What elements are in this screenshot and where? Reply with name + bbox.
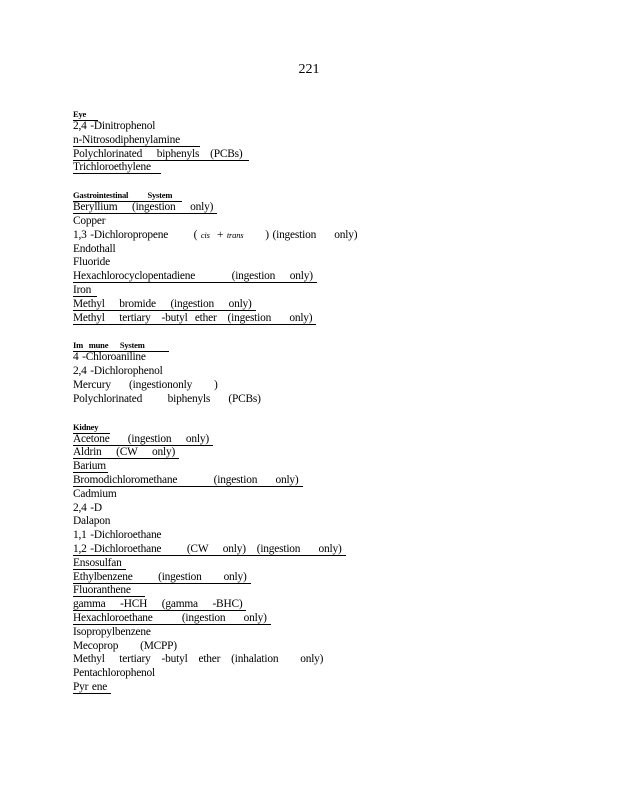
- list-item: Methyl bromide (ingestion only): [73, 298, 573, 312]
- list-item: Aldrin (CW only): [73, 446, 573, 460]
- section-immune: [73, 339, 573, 406]
- list-item: 4 -Chloroaniline: [73, 351, 146, 364]
- list-item: Acetone (ingestion only): [73, 433, 573, 447]
- list-item: Hexachloroethane (ingestion only): [73, 612, 573, 626]
- list-item: Trichloroethylene: [73, 161, 573, 175]
- list-item: Beryllium (ingestion only): [73, 201, 573, 215]
- list-item: gamma -HCH (gamma -BHC): [73, 598, 573, 612]
- list-item: Pyr ene: [73, 681, 573, 695]
- list-item: Fluoride: [73, 256, 110, 269]
- list-item: Copper: [73, 214, 106, 227]
- section-heading: Gastrointestinal System: [73, 189, 573, 201]
- section-heading: Im mune System: [73, 339, 573, 351]
- section-heading: Kidney: [73, 421, 573, 433]
- list-item: Bromodichloromethane (ingestion only): [73, 474, 573, 488]
- list-item: Cadmium: [73, 487, 117, 500]
- list-item: Isopropylbenzene: [73, 625, 151, 638]
- list-item: Methyl tertiary -butyl ether (inhalation only): [73, 653, 324, 666]
- list-item: Mercury (ingestiononly ): [73, 378, 218, 391]
- list-item: Barium: [73, 460, 106, 473]
- section-kidney: [73, 421, 573, 695]
- page-number: 221: [298, 62, 320, 77]
- document-body: [73, 108, 573, 709]
- list-item: Dalapon: [73, 515, 111, 528]
- list-item: 2,4 -Dichlorophenol: [73, 365, 163, 378]
- list-item: Pentachlorophenol: [73, 667, 156, 680]
- list-item: Ethylbenzene (ingestion only): [73, 571, 573, 585]
- section-eye: [73, 108, 573, 175]
- section-heading: Eye: [73, 108, 573, 120]
- list-item: Methyl tertiary -butyl ether (ingestion only): [73, 312, 573, 326]
- list-item: Iron: [73, 284, 573, 298]
- list-item: 1,1 -Dichloroethane: [73, 529, 162, 542]
- list-item: n-Nitrosodiphenylamine: [73, 134, 573, 148]
- list-item: Ensosulfan: [73, 557, 573, 571]
- section-gastrointestinal: [73, 189, 573, 325]
- list-item: Endothall: [73, 242, 116, 255]
- list-item: Polychlorinated biphenyls (PCBs): [73, 148, 573, 162]
- list-item: Mecoprop (MCPP): [73, 639, 177, 652]
- list-item: 2,4 -Dinitrophenol: [73, 120, 156, 132]
- list-item: Polychlorinated biphenyls (PCBs): [73, 392, 261, 405]
- list-item: Fluoranthene: [73, 584, 573, 598]
- list-item: Hexachlorocyclopentadiene (ingestion only): [73, 270, 573, 284]
- list-item: 2,4 -D: [73, 501, 102, 514]
- list-item: 1,3 -Dichloropropene ( cis + trans ) (ingestion only): [73, 228, 358, 241]
- list-item: 1,2 -Dichloroethane (CW only) (ingestion only): [73, 543, 573, 557]
